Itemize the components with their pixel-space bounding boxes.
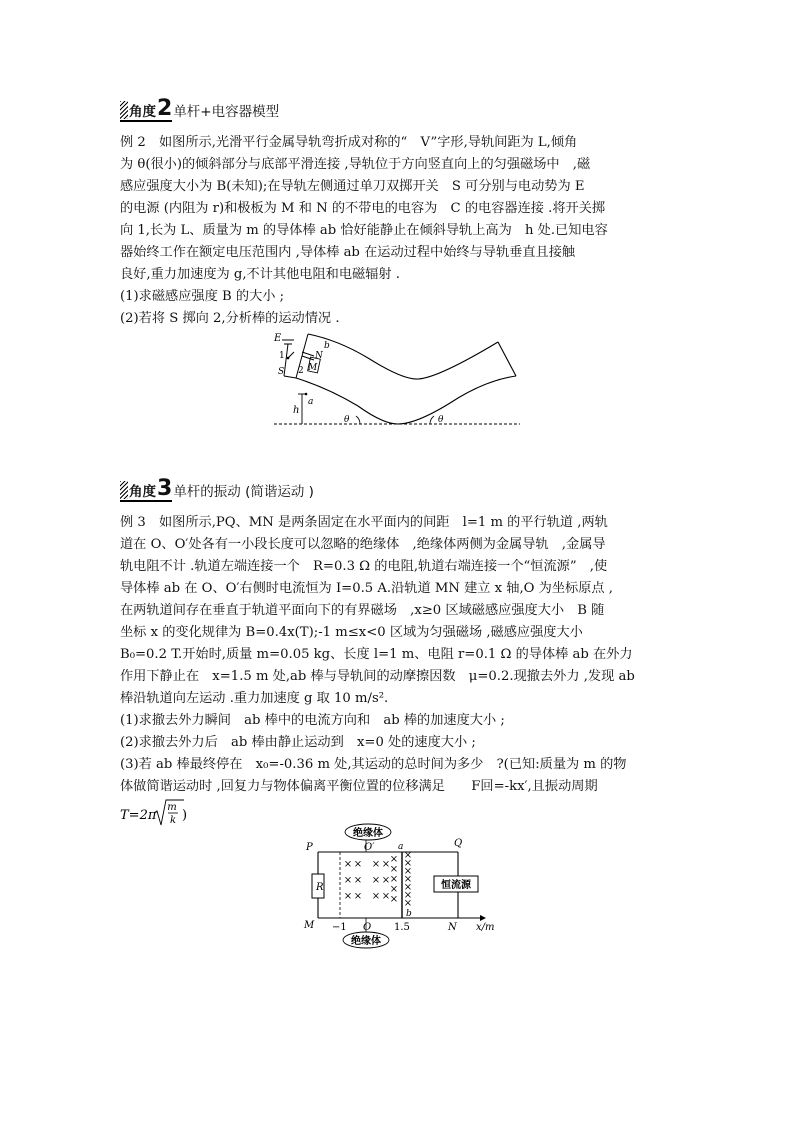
section-title: 单杆+电容器模型 xyxy=(173,104,280,120)
field-cross: × xyxy=(353,891,363,902)
field-cross: × xyxy=(381,859,391,870)
text-line: 例 2 如图所示,光滑平行金属导轨弯折成对称的“ V”字形,导轨间距为 L,倾角 xyxy=(120,135,578,150)
field-cross: × xyxy=(381,891,391,902)
angle-arc-left xyxy=(356,416,360,424)
label-M: M xyxy=(304,920,315,931)
label-h: h xyxy=(293,405,300,416)
label-O-prime: O′ xyxy=(364,842,375,853)
field-cross: × xyxy=(389,894,399,905)
label-Q: Q xyxy=(454,838,463,849)
label-1: 1 xyxy=(279,351,285,361)
field-cross: × xyxy=(371,859,381,870)
text-line: 器始终工作在额定电压范围内 ,导体棒 ab 在运动过程中始终与导轨垂直且接触 xyxy=(120,245,576,260)
label-P: P xyxy=(306,842,313,853)
period-formula xyxy=(118,797,198,829)
example-2-text xyxy=(120,132,680,330)
field-cross: × xyxy=(343,875,353,886)
field-cross: × xyxy=(371,891,381,902)
switch-pivot xyxy=(287,357,290,360)
constant-source-label: 恒流源 xyxy=(441,880,471,891)
text-line: (2)求撤去外力后 ab 棒由静止运动到 x=0 处的速度大小 ; xyxy=(120,735,476,750)
text-line: 作用下静止在 x=1.5 m 处,ab 棒与导轨间的动摩擦因数 μ=0.2.现撤去外力 ,发现 ab xyxy=(120,669,635,684)
text-line: (1)求磁感应强度 B 的大小 ; xyxy=(120,289,285,304)
upper-rail xyxy=(308,334,498,379)
section-heading-2 xyxy=(120,96,280,122)
section-title: 单杆的振动 (简谐运动 ) xyxy=(173,484,314,500)
angle-number: 2 xyxy=(157,96,173,122)
tick-1-5: 1.5 xyxy=(394,922,410,933)
text-line: B₀=0.2 T.开始时,质量 m=0.05 kg、长度 l=1 m、电阻 r=0.1 Ω 的导体棒 ab 在外力 xyxy=(120,647,633,662)
text-line: (2)若将 S 掷向 2,分析棒的运动情况 . xyxy=(120,311,340,326)
field-cross: × xyxy=(403,858,413,869)
field-cross: × xyxy=(389,854,399,865)
lower-rail xyxy=(296,376,516,424)
label-R: R xyxy=(316,882,324,893)
x-axis-label: x/m xyxy=(476,922,495,933)
label-E: E xyxy=(274,333,282,344)
formula-numerator-m: m xyxy=(167,802,177,813)
label-b: b xyxy=(406,909,412,919)
text-line: 导体棒 ab 在 O、O′右侧时电流恒为 I=0.5 A.沿轨道 MN 建立 x 轴,O 为坐标原点 , xyxy=(120,581,613,596)
label-a: a xyxy=(398,842,404,852)
field-cross: × xyxy=(403,882,413,893)
angle-tag-3 xyxy=(120,476,173,502)
text-line: 的电源 (内阻为 r)和极板为 M 和 N 的不带电的电容为 C 的电容器连接 .将开关掷 xyxy=(120,201,606,216)
angle-number: 3 xyxy=(157,476,173,502)
text-line: 感应强度大小为 B(未知);在导轨左侧通过单刀双掷开关 S 可分别与电动势为 E xyxy=(120,179,585,194)
text-line: 良好,重力加速度为 g,不计其他电阻和电磁辐射 . xyxy=(120,267,400,282)
label-theta-left: θ xyxy=(344,415,350,425)
rod-a-point xyxy=(305,393,308,396)
formula-close-paren: ) xyxy=(182,808,188,823)
field-cross: × xyxy=(381,875,391,886)
text-line: 体做简谐运动时 ,回复力与物体偏离平衡位置的位移满足 F回=-kx′,且振动周期 xyxy=(120,779,598,794)
field-cross: × xyxy=(371,875,381,886)
angle-arc-right xyxy=(430,416,434,424)
text-line: 棒沿轨道向左运动 .重力加速度 g 取 10 m/s². xyxy=(120,691,389,706)
field-cross: × xyxy=(403,850,413,861)
field-cross: × xyxy=(343,891,353,902)
text-line: 轨电阻不计 .轨道左端连接一个 R=0.3 Ω 的电阻,轨道右端连接一个“恒流源” ,使 xyxy=(120,559,608,574)
capacitor-plate xyxy=(302,352,314,356)
field-cross: × xyxy=(403,890,413,901)
angle-label: 角度 xyxy=(129,483,156,500)
field-cross: × xyxy=(353,859,363,870)
formula-T: T=2π xyxy=(120,808,157,823)
field-cross: × xyxy=(389,884,399,895)
text-line: 在两轨道间存在垂直于轨道平面向下的有界磁场 ,x≥0 区域磁感应强度大小 B 随 xyxy=(120,603,605,618)
circuit-wire xyxy=(284,376,296,378)
x-axis-arrow xyxy=(480,915,486,921)
label-b: b xyxy=(324,341,330,351)
field-cross: × xyxy=(389,864,399,875)
field-cross: × xyxy=(403,874,413,885)
label-O: O xyxy=(363,922,372,933)
text-line: 例 3 如图所示,PQ、MN 是两条固定在水平面内的间距 l=1 m 的平行轨道 ,两轨 xyxy=(120,515,608,530)
right-end-line xyxy=(498,342,516,376)
field-cross: × xyxy=(403,866,413,877)
text-line: (3)若 ab 棒最终停在 x₀=-0.36 m 处,其运动的总时间为多少 ?(已知:质量为 m 的物 xyxy=(120,757,627,772)
label-a: a xyxy=(308,397,314,407)
label-S: S xyxy=(278,367,285,377)
section-heading-3 xyxy=(120,476,314,502)
insulator-bottom-label: 绝缘体 xyxy=(351,936,381,947)
text-line: 道在 O、O′处各有一小段长度可以忽略的绝缘体 ,绝缘体两侧为金属导轨 ,金属导 xyxy=(120,537,606,552)
label-M: M xyxy=(308,363,318,373)
figure-v-rails xyxy=(268,328,528,428)
field-cross: × xyxy=(353,875,363,886)
angle-label: 角度 xyxy=(129,103,156,120)
label-N: N xyxy=(315,351,323,361)
label-N: N xyxy=(448,922,457,933)
formula-denominator-k: k xyxy=(169,815,177,826)
label-theta-right: θ xyxy=(438,415,444,425)
field-cross: × xyxy=(403,898,413,909)
text-line: (1)求撤去外力瞬间 ab 棒中的电流方向和 ab 棒的加速度大小 ; xyxy=(120,713,505,728)
tag-decoration xyxy=(120,101,128,119)
text-line: 向 1,长为 L、质量为 m 的导体棒 ab 恰好能静止在倾斜导轨上高为 h 处.已知电容 xyxy=(120,223,608,238)
angle-tag-2 xyxy=(120,96,173,122)
figure-rails-field xyxy=(296,822,506,950)
text-line: 为 θ(很小)的倾斜部分与底部平滑连接 ,导轨位于方向竖直向上的匀强磁场中 ,磁 xyxy=(120,157,591,172)
label-2: 2 xyxy=(298,366,304,376)
tag-decoration xyxy=(120,481,128,499)
tick-minus-1: −1 xyxy=(332,922,347,933)
insulator-top-label: 绝缘体 xyxy=(353,828,383,839)
example-3-text xyxy=(120,512,680,798)
capacitor-plate xyxy=(302,356,314,360)
text-line: 坐标 x 的变化规律为 B=0.4x(T);-1 m≤x<0 区域为匀强磁场 ,磁感应强度大小 xyxy=(120,625,583,640)
field-cross: × xyxy=(343,859,353,870)
field-cross: × xyxy=(389,874,399,885)
